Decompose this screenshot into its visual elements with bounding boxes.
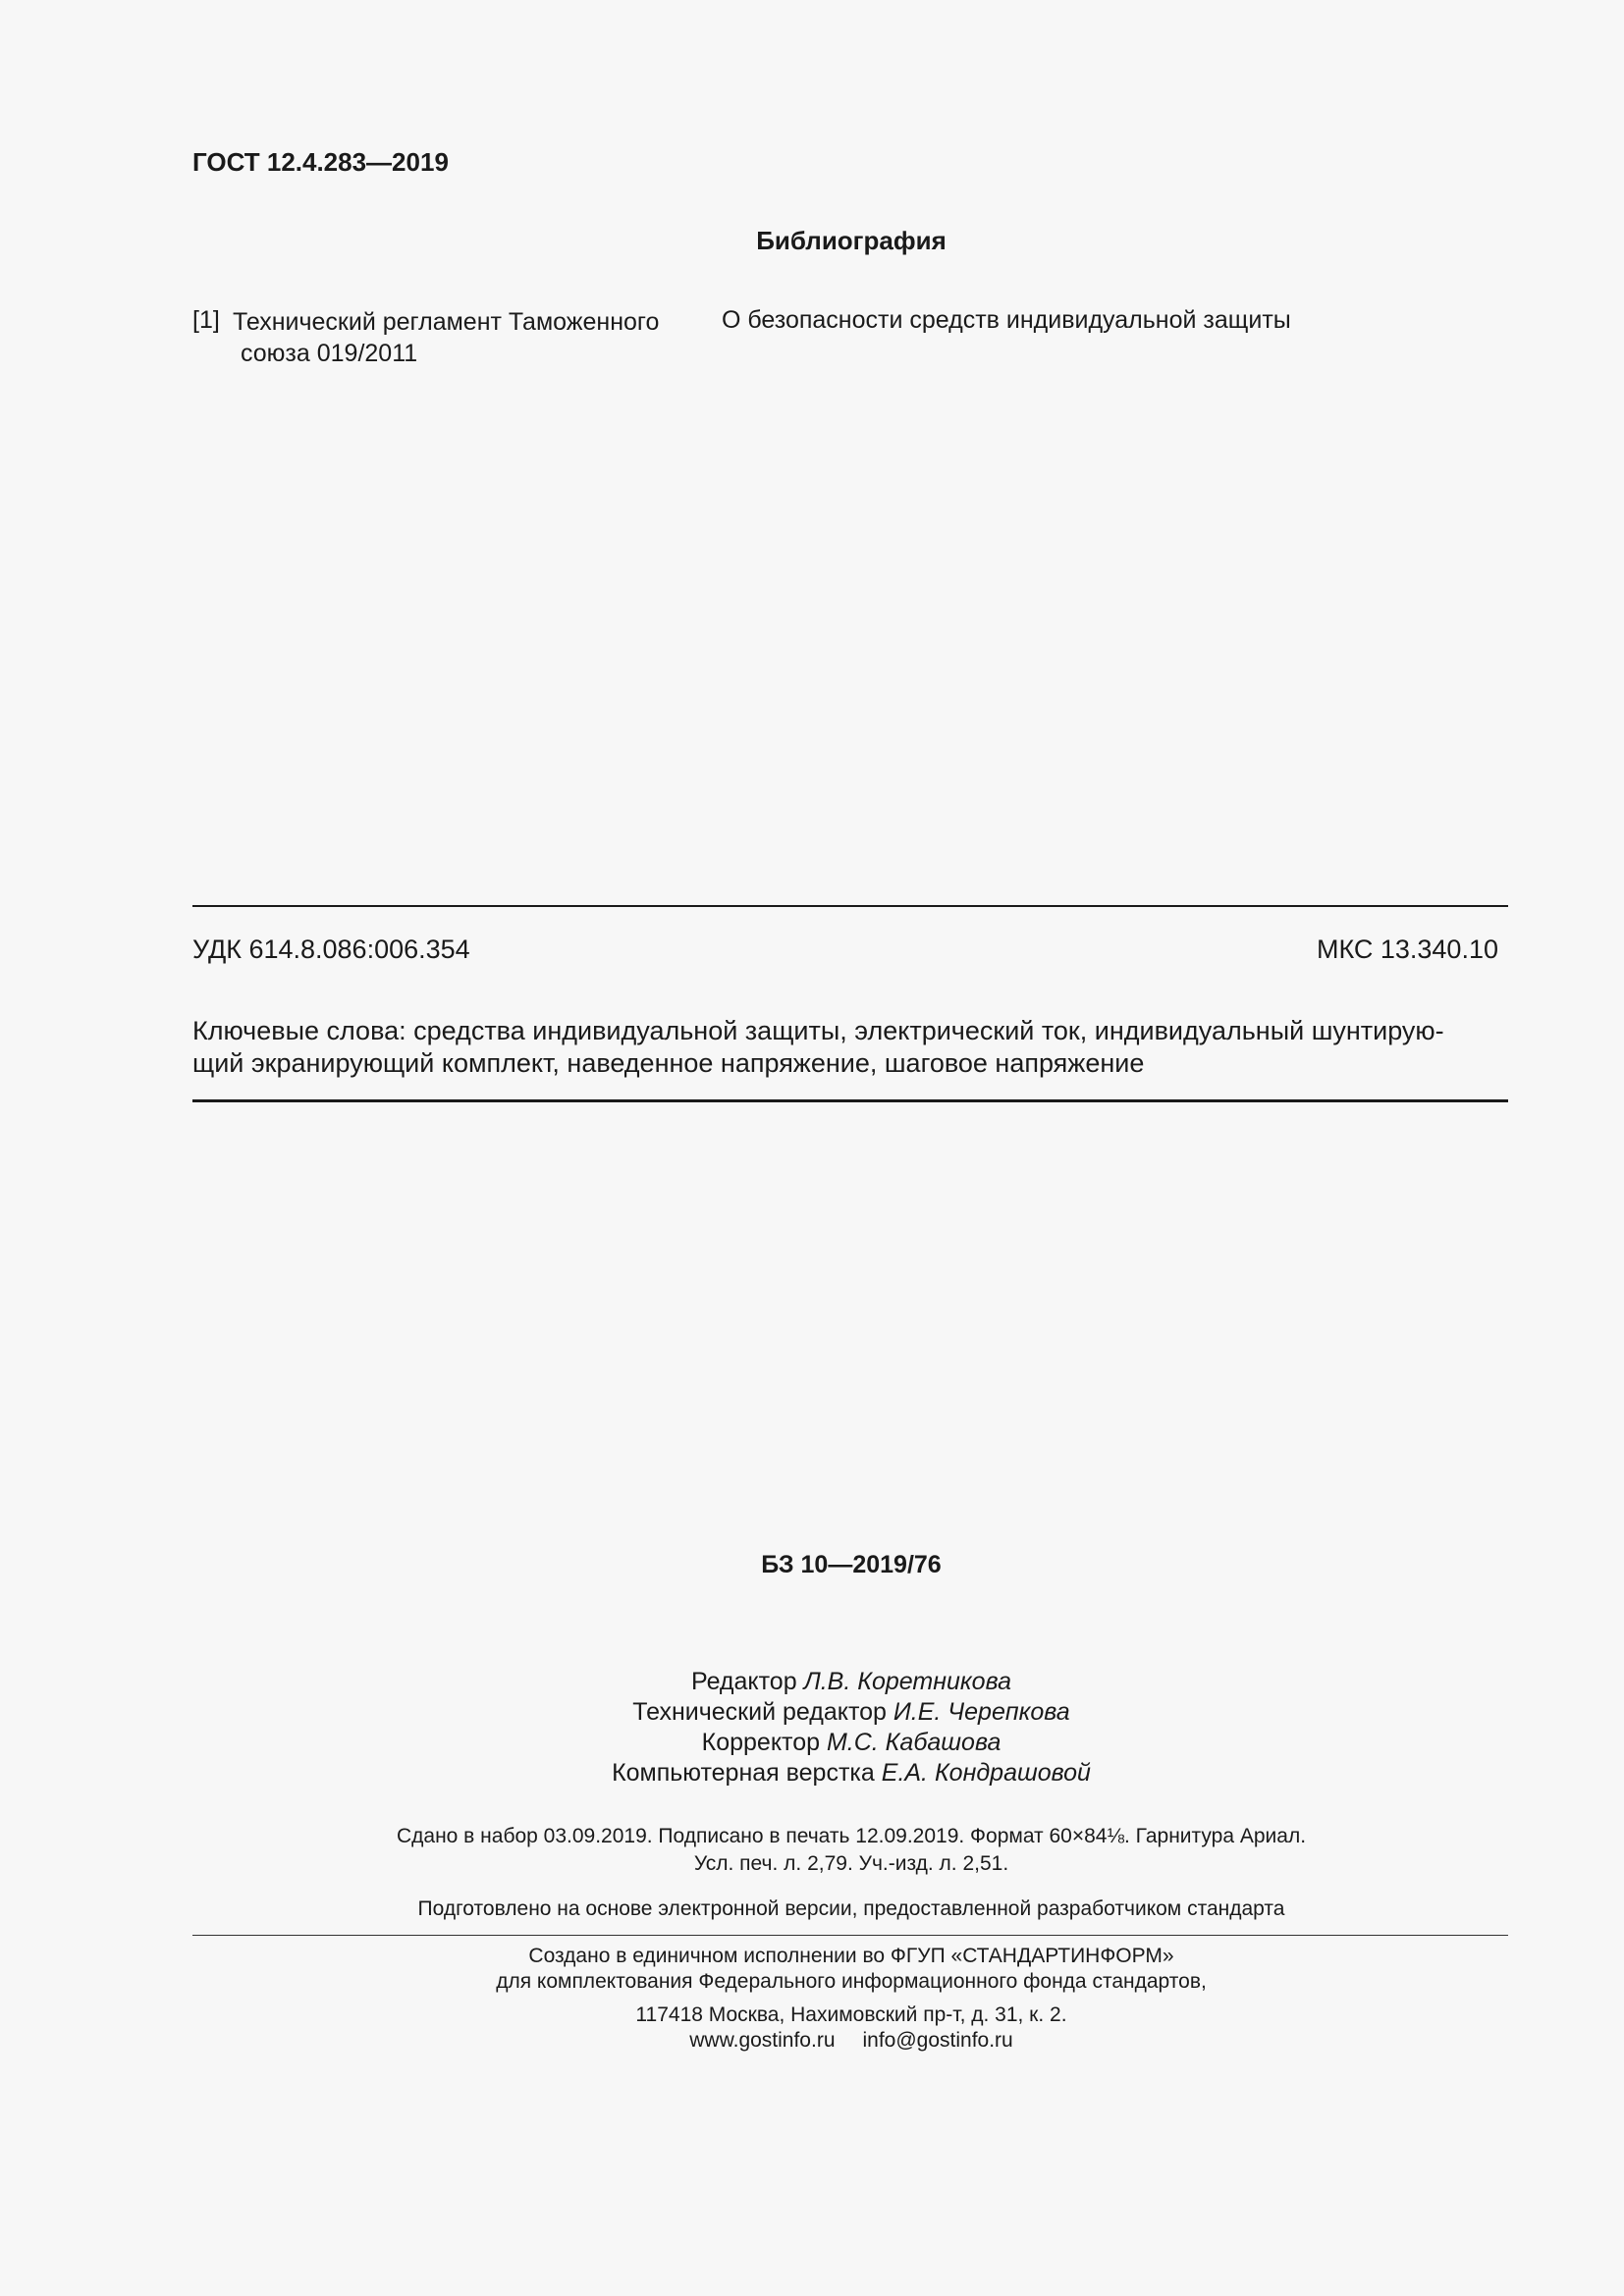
credit-name: Л.В. Коретникова [803, 1668, 1011, 1695]
print-info-line2: Усл. печ. л. 2,79. Уч.-изд. л. 2,51. [693, 1852, 1009, 1875]
udk-code: УДК 614.8.086:006.354 [192, 934, 470, 964]
keywords-block [192, 1015, 1498, 1080]
bibliography-item-title [233, 306, 684, 369]
bibliography-heading: Библиография [756, 226, 947, 255]
made-info-line1: Создано в единичном исполнении во ФГУП «СТАНДАРТИНФОРМ» [528, 1945, 1174, 1967]
credit-layout [79, 1758, 1624, 1789]
mks-code: МКС 13.340.10 [1316, 934, 1498, 964]
publisher-address: 117418 Москва, Нахимовский пр-т, д. 31, к. 2. [635, 2003, 1067, 2026]
credit-role: Технический редактор [632, 1698, 887, 1726]
bibliography-item-title-line2: союза 019/2011 [241, 340, 418, 367]
bibliography-item-title-line1: Технический регламент Таможенного [233, 308, 660, 336]
publisher-web-line [79, 2028, 1624, 2054]
bibliography-item-number: [1] [192, 306, 220, 334]
divider-top [192, 905, 1508, 907]
bibliography-item-subject: О безопасности средств индивидуальной защиты [722, 306, 1291, 334]
made-info [0, 1944, 1624, 1995]
bz-number: БЗ 10—2019/76 [761, 1551, 942, 1578]
keywords-line2: щий экранирующий комплект, наведенное напряжение, шаговое напряжение [192, 1048, 1145, 1078]
credit-name: М.С. Кабашова [826, 1729, 1001, 1756]
keywords-line1: Ключевые слова: средства индивидуальной защиты, электрический ток, индивидуальный шунтирую- [192, 1016, 1444, 1045]
credit-name: И.Е. Черепкова [893, 1698, 1070, 1726]
credit-role: Корректор [701, 1729, 821, 1756]
credit-name: Е.А. Кондрашовой [881, 1759, 1091, 1787]
credit-tech-editor [79, 1697, 1624, 1728]
document-code: ГОСТ 12.4.283—2019 [192, 147, 449, 177]
print-info-line1: Сдано в набор 03.09.2019. Подписано в печать 12.09.2019. Формат 60×84⅛. Гарнитура Ариал. [396, 1825, 1307, 1847]
credit-corrector [79, 1728, 1624, 1758]
credit-role: Редактор [691, 1668, 797, 1695]
publisher-contacts [0, 2002, 1624, 2054]
credit-editor [79, 1667, 1624, 1697]
prepared-note: Подготовлено на основе электронной версии, предоставленной разработчиком стандарта [417, 1897, 1285, 1920]
publisher-website-link[interactable]: www.gostinfo.ru [689, 2029, 836, 2052]
credit-role: Компьютерная верстка [612, 1759, 875, 1787]
made-info-line2: для комплектования Федерального информационного фонда стандартов, [496, 1970, 1207, 1993]
publisher-email-link[interactable]: info@gostinfo.ru [862, 2029, 1013, 2052]
print-info [0, 1823, 1624, 1878]
divider-keywords [192, 1099, 1508, 1102]
divider-imprint [192, 1935, 1508, 1936]
credits-block [0, 1667, 1624, 1789]
